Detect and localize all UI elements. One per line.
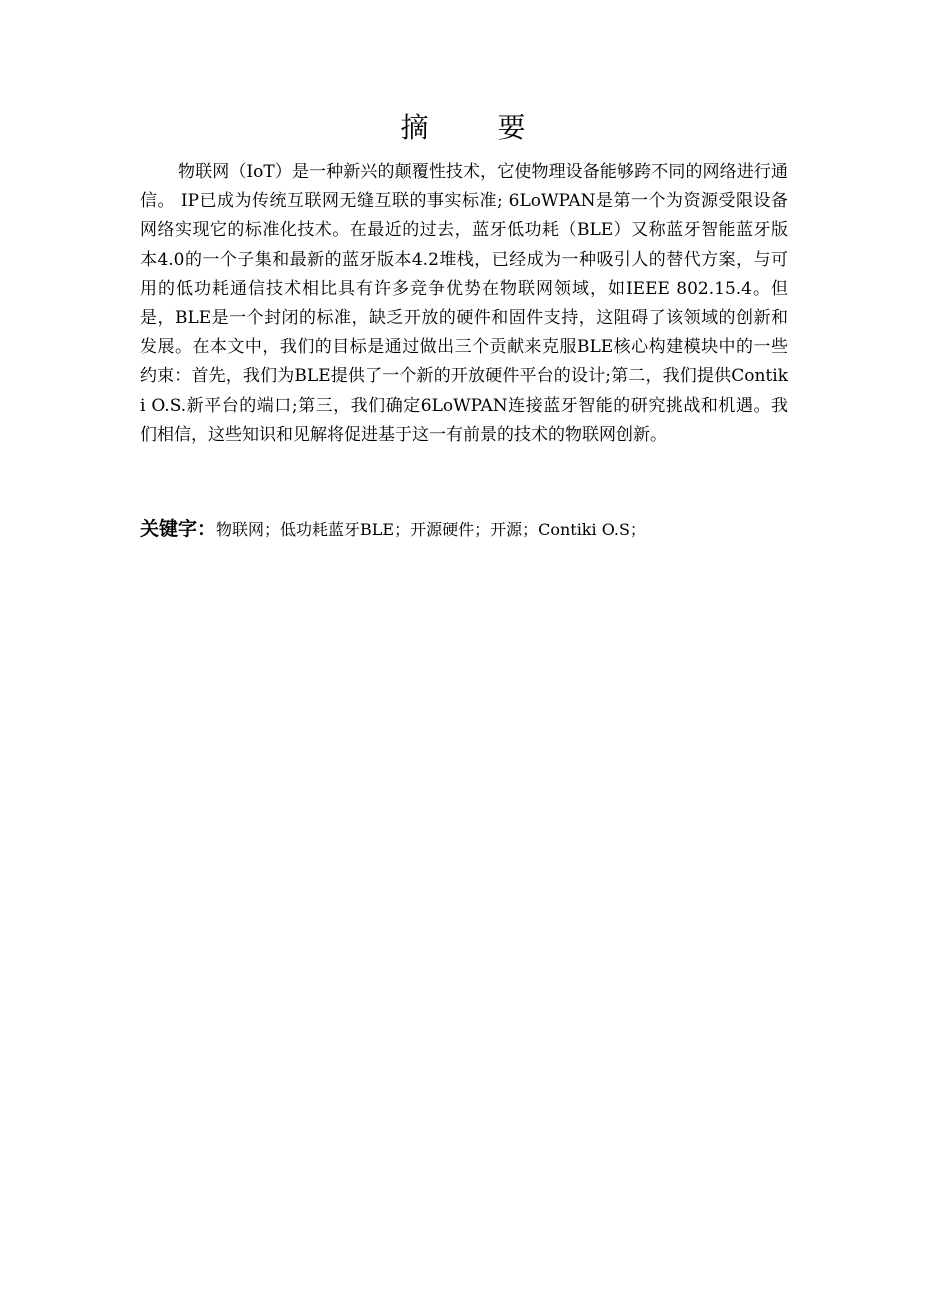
keywords-label: 关键字：	[140, 518, 217, 540]
page-title: 摘 要	[400, 111, 556, 144]
keywords-line	[140, 514, 788, 545]
abstract-paragraph: 物联网（IoT）是一种新兴的颠覆性技术，它使物理设备能够跨不同的网络进行通信。 IP已成为传统互联网无缝互联的事实标准; 6LoWPAN是第一个为资源受限设备网络实现它的标准化技术。在最近的过去，蓝牙低功耗（BLE）又称蓝牙智能蓝牙版本4.0的一个子集和最新的蓝牙版本4.2堆栈，已经成为一种吸引人的替代方案，与可用的低功耗通信技术相比具有许多竞争优势在物联网领域，如IEEE 802.15.4。但是，BLE是一个封闭的标准，缺乏开放的硬件和固件支持，这阻碍了该领域的创新和发展。在本文中，我们的目标是通过做出三个贡献来克服BLE核心构建模块中的一些约束：首先，我们为BLE提供了一个新的开放硬件平台的设计;第二，我们提供Contiki O.S.新平台的端口;第三，我们确定6LoWPAN连接蓝牙智能的研究挑战和机遇。我们相信，这些知识和见解将促进基于这一有前景的技术的物联网创新。	[140, 162, 788, 445]
keywords-value: 物联网；低功耗蓝牙BLE；开源硬件；开源；Contiki O.S；	[216, 520, 646, 539]
